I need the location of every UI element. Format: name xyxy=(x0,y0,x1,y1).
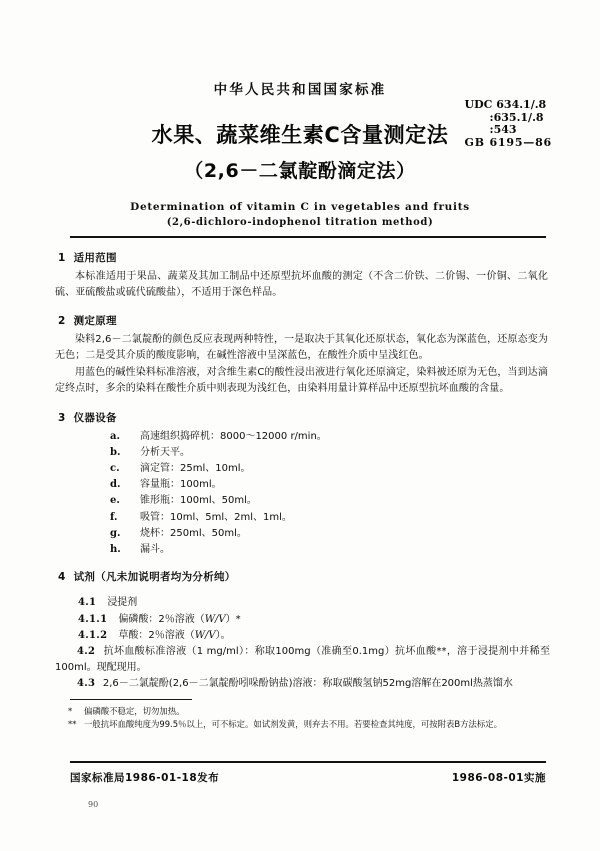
section-title-3: 仪器设备 xyxy=(73,411,117,424)
list-item-label: 吸管：10ml、5ml、2ml、1ml。 xyxy=(140,511,292,523)
classification-codes xyxy=(465,99,552,149)
list-item-label: 滴定管：25ml、10ml。 xyxy=(140,462,251,474)
list-item-marker: f. xyxy=(110,511,118,523)
footnote-text: 一般抗坏血酸纯度为99.5％以上，可不标定。如试剂发黄，则弃去不用。若要检查其纯度，可按附表B方法标定。 xyxy=(84,719,503,730)
effective-date-label: 1986-08-01实施 xyxy=(451,772,546,784)
list-item-label: 分析天平。 xyxy=(140,446,190,458)
section-title-2: 测定原理 xyxy=(73,315,117,328)
subsection-label xyxy=(118,612,548,628)
section-heading-3 xyxy=(0,410,600,425)
section-title-4: 试剂（凡未加说明者均为分析纯） xyxy=(73,571,236,584)
section-number-4: 4 xyxy=(58,571,66,584)
subsection-label: 浸提剂 xyxy=(107,597,138,609)
document-body xyxy=(0,250,600,692)
footnote-divider xyxy=(70,699,192,700)
document-footer xyxy=(70,770,546,785)
section-heading-4 xyxy=(0,569,600,584)
footnote-marker: ** xyxy=(68,719,77,730)
list-item-label: 烧杯：250ml、50ml。 xyxy=(140,527,247,539)
subsection-text-italic: W/V xyxy=(204,613,226,625)
list-item xyxy=(0,510,600,526)
subsection-text-italic: W/V xyxy=(194,630,216,641)
section-2-paragraph-1: 染料2,6－二氯靛酚的颜色反应表现两种特性，一是取决于其氧化还原状态，氧化态为深蓝色，还原态变为无色；二是受其介质的酸度影响，在碱性溶液中呈深蓝色，在酸性介质中呈浅红色。 xyxy=(55,334,548,361)
subsection-number: 4.1.1 xyxy=(78,613,108,625)
subsection-4-1 xyxy=(0,595,600,611)
section-1-paragraph: 本标准适用于果品、蔬菜及其加工制品中还原型抗坏血酸的测定（不含二价铁、二价锡、一价铜、二氧化硫、亚硫酸盐或硫代硫酸盐），不适用于深色样品。 xyxy=(55,271,548,298)
list-item xyxy=(0,542,600,558)
list-item xyxy=(0,477,600,493)
subsection-label xyxy=(118,628,548,644)
list-item-marker: a. xyxy=(110,430,120,442)
footnote-item xyxy=(0,718,600,731)
section-number-3: 3 xyxy=(58,411,66,424)
page-number: 90 xyxy=(88,800,99,809)
subsection-text-a: 草酸：2％溶液（ xyxy=(118,630,195,641)
list-item-label: 锥形瓶：100ml、50ml。 xyxy=(140,495,257,507)
subsection-4-2 xyxy=(0,644,600,676)
list-item xyxy=(0,526,600,542)
list-item-marker: d. xyxy=(110,479,121,491)
udc-code-line-1: UDC 634.1/.8 xyxy=(464,98,547,111)
subsection-label: 抗坏血酸标准溶液（1 mg/ml）：称取100mg（准确至0.1mg）抗坏血酸**，溶于浸提剂中并稀至100ml。现配现用。 xyxy=(55,646,550,674)
list-item xyxy=(0,445,600,461)
section-number-2: 2 xyxy=(58,315,66,328)
list-item xyxy=(0,429,600,445)
footer-divider xyxy=(70,761,546,763)
section-2-paragraph-2: 用蓝色的碱性染料标准溶液，对含维生素C的酸性浸出液进行氧化还原滴定，染料被还原为无色，当到达滴定终点时，多余的染料在酸性介质中则表现为浅红色，由染料用量计算样品中还原型抗坏血酸的含量。 xyxy=(55,367,548,394)
udc-code-line-2: :635.1/.8 xyxy=(489,110,544,124)
list-item-label: 容量瓶：100ml。 xyxy=(140,479,222,491)
list-item-label: 高速组织捣碎机：8000～12000 r/min。 xyxy=(140,430,327,442)
equipment-list xyxy=(0,429,600,559)
page-title: 水果、蔬菜维生素C含量测定法 xyxy=(151,123,449,147)
national-standard-label: 中华人民共和国国家标准 xyxy=(213,82,387,98)
footnote-text: 偏磷酸不稳定，切勿加热。 xyxy=(84,706,185,716)
subsection-number: 4.3 xyxy=(77,678,96,689)
footnotes xyxy=(0,705,600,732)
page-subtitle: （2,6－二氯靛酚滴定法） xyxy=(184,160,416,182)
list-item-marker: c. xyxy=(110,462,120,474)
gb-standard-number: GB 6195—86 xyxy=(464,135,552,149)
section-number-1: 1 xyxy=(58,252,66,264)
list-item-marker: h. xyxy=(110,543,121,555)
subsection-label: 2,6－二氯靛酚(2,6－二氯靛酚吲哚酚钠盐)溶液：称取碳酸氢钠52mg溶解在200ml热蒸馏水 xyxy=(102,678,513,689)
list-item xyxy=(0,461,600,477)
english-title: Determination of vitamin C in vegetables and fruits xyxy=(130,201,470,213)
udc-code-line-3: :543 xyxy=(489,123,517,136)
list-item-marker: e. xyxy=(110,495,120,507)
subsection-number: 4.1.2 xyxy=(78,630,108,641)
subsection-4-1-1 xyxy=(0,612,600,628)
section-title-1: 适用范围 xyxy=(73,252,117,264)
issue-date-label: 国家标准局1986-01-18发布 xyxy=(70,772,220,784)
list-item-label: 漏斗。 xyxy=(140,543,170,555)
subsection-number: 4.1 xyxy=(78,597,97,609)
list-item xyxy=(0,493,600,509)
section-heading-1 xyxy=(0,250,600,265)
list-item-marker: g. xyxy=(110,527,121,539)
subsection-text-b: ）。 xyxy=(215,630,231,641)
list-item-marker: b. xyxy=(110,446,121,458)
section-heading-2 xyxy=(0,313,600,328)
subsection-text-a: 偏磷酸：2％溶液（ xyxy=(118,613,205,625)
header-divider xyxy=(70,236,546,238)
subsection-text-b: ）* xyxy=(225,613,241,625)
subsection-4-3 xyxy=(0,676,600,692)
subsection-number: 4.2 xyxy=(77,646,96,658)
footnote-marker: * xyxy=(68,706,73,716)
subsection-4-1-2 xyxy=(0,628,600,644)
english-subtitle: (2,6-dichloro-indophenol titration method) xyxy=(166,217,434,228)
footnote-item xyxy=(0,705,600,718)
